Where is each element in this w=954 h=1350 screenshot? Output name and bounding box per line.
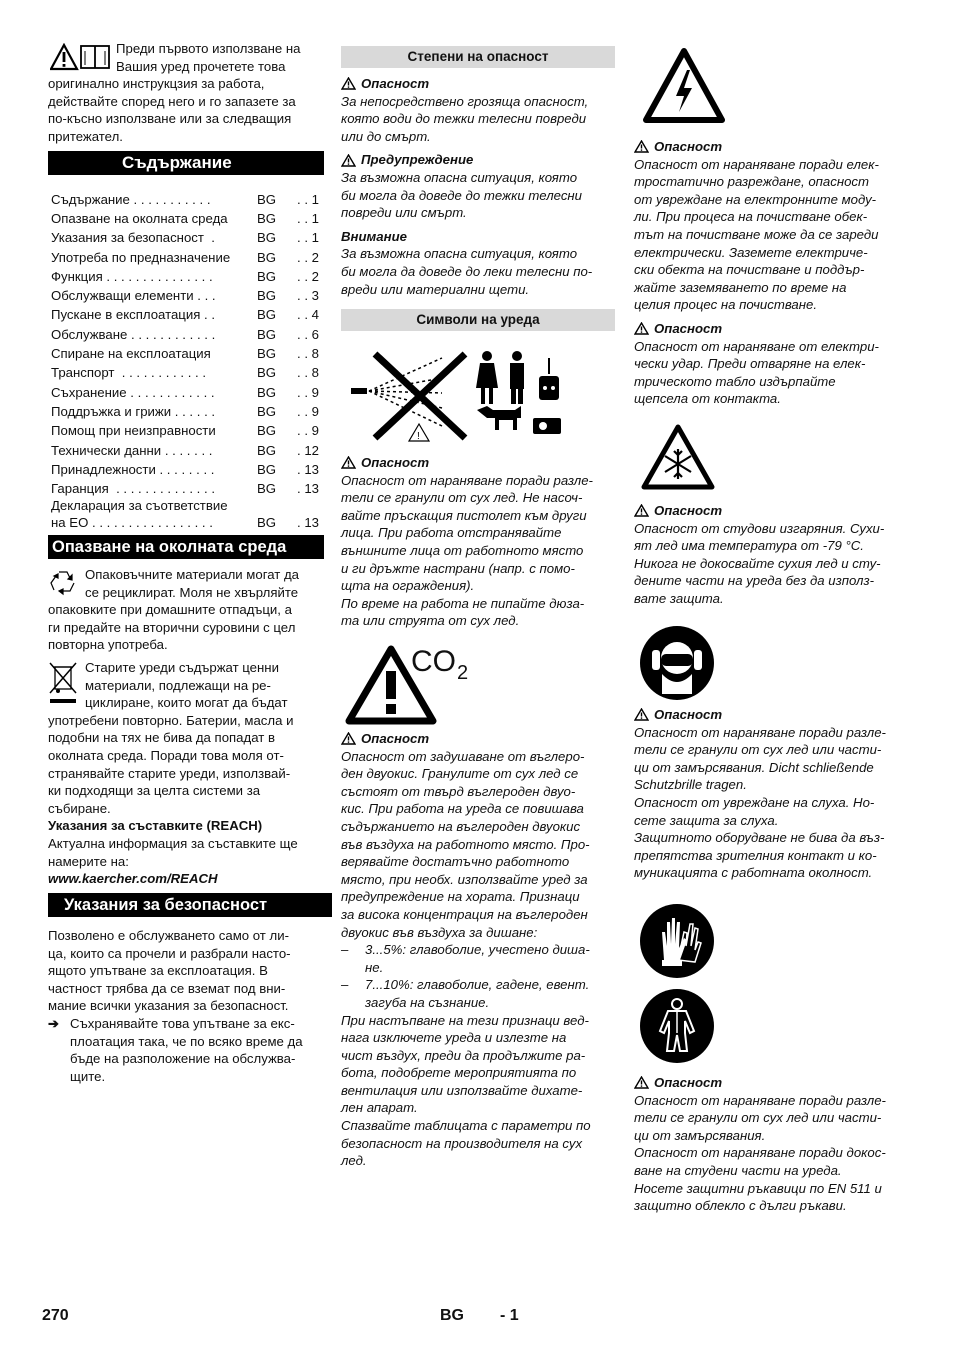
danger-text: ден двуокис. Гранулите от сух лед се (341, 766, 579, 782)
warning-triangle-icon (341, 154, 356, 167)
intro-line: Преди първото използване на (116, 41, 301, 56)
danger-label: Опасност (341, 730, 615, 748)
recycle-icon (48, 568, 78, 598)
warning-label: Предупреждение (341, 151, 615, 169)
danger-text: за висока концентрация на въглероден (341, 906, 588, 922)
after-text: лен апарат. (341, 1100, 418, 1116)
danger-text: целия процес на почистване. (634, 297, 818, 313)
goggles-ear-protection-icon (638, 624, 716, 702)
toc-row-title: Гаранция . . . . . . . . . . . . . . (51, 481, 215, 497)
toc-row-lang: BG (257, 307, 277, 323)
toc-row-lang: BG (257, 249, 277, 265)
intro-line: притежател. (48, 128, 123, 144)
toc-list[interactable] (51, 189, 319, 498)
env-line: ги предайте на вторични суровини с цел (48, 619, 296, 635)
danger-text: тът на почистване може да се зареди (634, 226, 879, 242)
toc-row-page: . . 1 (297, 230, 319, 246)
caution-text: би могла да доведе до леки телесни по- (341, 263, 593, 279)
after-text: Спазвайте таблицата с параметри по (341, 1118, 591, 1134)
danger-text: Носете защитни ръкавици по EN 511 и (634, 1180, 882, 1196)
toc-row-page: . . 1 (297, 211, 319, 226)
danger-text: муникацията с работната околност. (634, 865, 873, 881)
danger-text: жайте заземяването по време на (634, 279, 847, 295)
intro-line: действайте според него и го запазете за (48, 93, 296, 109)
toc-row-page: . . 2 (297, 268, 319, 284)
env-block (48, 566, 324, 654)
toc-row[interactable] (51, 382, 319, 401)
toc-row[interactable] (51, 285, 319, 304)
bullet-line: плоатация така, че по всяко време да (70, 1033, 303, 1049)
cold-danger-block (634, 496, 910, 608)
toc-row-page: . . 4 (297, 307, 319, 323)
weee-line: материали, подлежащи на ре- (85, 677, 271, 693)
danger-text: Опасност от студови изгаряния. Сухи- (634, 520, 885, 536)
toc-row-lang: BG (257, 326, 277, 342)
danger-text: защитно облекло с дълги ръкави. (634, 1198, 847, 1214)
weee-line: циклиране, които могат да бъдат (85, 695, 288, 711)
danger-text: Никога не докосвайте сухия лед и сту- (634, 555, 881, 571)
warning-triangle-icon (341, 77, 356, 90)
danger-text: Опасност от нараняване поради докос- (634, 1145, 886, 1161)
toc-row[interactable] (51, 363, 319, 382)
danger-label: Опасност (634, 138, 910, 156)
toc-row-page: . . 8 (297, 346, 319, 362)
warning-triangle-icon (341, 456, 356, 469)
danger-label: Опасност (634, 502, 910, 520)
toc-row-page: . . 9 (297, 423, 319, 439)
danger-text: За непосредствено грозяща опасност, (341, 93, 589, 109)
page-number: 270 (42, 1307, 69, 1324)
after-text: нага изключете уреда и излезте на (341, 1030, 567, 1046)
danger-label: Опасност (634, 706, 910, 724)
danger-text: ци от замърсявания. Dicht schließende (634, 759, 874, 775)
toc-row-title: Спиране на експлоатация (51, 346, 211, 362)
danger-text: лица. При работа отстранявайте (341, 525, 562, 541)
toc-row[interactable] (51, 401, 319, 420)
section-number: - 1 (500, 1307, 519, 1324)
toc-row-page: . . 9 (297, 403, 319, 419)
toc-row[interactable] (51, 478, 319, 497)
reach-line: Актуална информация за съставките ще (48, 835, 298, 851)
weee-block (48, 659, 324, 888)
danger-text: По време на работа не пипайте дюза- (341, 595, 585, 611)
warning-triangle-icon (634, 1076, 649, 1089)
danger-text: Опасност от увреждане на слуха. Но- (634, 794, 875, 810)
toc-row-title: Декларация за съответствие (51, 498, 228, 513)
env-line: Опаковъчните материали могат да (85, 567, 299, 582)
reach-link[interactable]: www.kaercher.com/REACH (48, 871, 218, 887)
danger-text: във въздуха на работното място. Про- (341, 836, 590, 852)
toc-row-lang: BG (257, 481, 277, 497)
toc-row-page: . 13 (297, 481, 319, 497)
warning-triangle-icon (634, 140, 649, 153)
toc-row-lang: BG (257, 288, 277, 304)
safety-line: ца, които са прочели и разбрали насто- (48, 945, 291, 961)
toc-row[interactable] (51, 440, 319, 459)
toc-row[interactable] (51, 228, 319, 247)
toc-row-title: Технически данни . . . . . . . (51, 442, 213, 458)
bullet-line: бъде на разположение на обслужва- (70, 1051, 296, 1067)
toc-row-lang: BG (257, 211, 277, 226)
danger-text: която води до тежки телесни повреди (341, 111, 587, 127)
toc-row-title: Функция . . . . . . . . . . . . . . . (51, 268, 213, 284)
toc-row-title: на ЕО . . . . . . . . . . . . . . . . . (51, 515, 213, 530)
danger-text: Опасност от нараняване поради разле- (634, 724, 886, 740)
danger-text: вайте пръскащия пистолет към други (341, 507, 587, 523)
after-text: лед. (341, 1153, 367, 1169)
intro-block (48, 40, 324, 146)
toc-row[interactable] (51, 266, 319, 285)
danger-text: Защитното оборудване не бива да въз- (634, 830, 885, 846)
danger-text: та или струята от сух лед. (341, 613, 520, 629)
cold-hazard-icon (640, 423, 716, 493)
danger-label: Опасност (341, 75, 615, 93)
toc-row-page: . . 2 (297, 249, 319, 265)
weee-line: подобни на тях не бива да попадат в (48, 730, 275, 746)
toc-row-title: Транспорт . . . . . . . . . . . . (51, 365, 207, 381)
symbols-heading: Символи на уреда (341, 309, 615, 331)
danger-text: щепсела от контакта. (634, 391, 781, 407)
danger-text: от увреждане на електронните моду- (634, 191, 877, 207)
co2-subscript: 2 (457, 662, 469, 684)
toc-row-page: . . 1 (297, 191, 319, 207)
reach-heading: Указания за съставките (REACH) (48, 818, 263, 834)
toc-row[interactable] (51, 208, 319, 227)
page-footer (0, 1305, 954, 1329)
dash-item: – 3...5%: главоболие, учестено диша- не. (341, 942, 590, 975)
danger-text: сете защита за слуха. (634, 812, 779, 828)
toc-row-title: Съдържание . . . . . . . . . . . (51, 191, 211, 207)
danger-text: щта на ограждения). (341, 578, 475, 594)
danger-text: препятства зрителния контакт и ко- (634, 847, 877, 863)
toc-row-lang: BG (257, 461, 277, 477)
toc-row-lang: BG (257, 230, 277, 246)
toc-row[interactable] (51, 421, 319, 440)
after-text: безопасност на производителя на сух (341, 1135, 583, 1151)
danger-text: Опасност от нараняване поради разле- (341, 472, 593, 488)
warning-text: За възможна опасна ситуация, която (341, 169, 578, 185)
warning-triangle-icon (634, 504, 649, 517)
spray-danger-block (341, 448, 615, 630)
toc-row-title: Опазване на околната среда (51, 211, 228, 226)
safety-line: частност трябва да се вземат под вни- (48, 980, 286, 996)
warning-triangle-icon (634, 322, 649, 335)
danger-text: трическото табло издърпайте (634, 373, 836, 389)
danger-text: състоят от твърд въглероден двуо- (341, 783, 576, 799)
toc-row-title: Принадлежности . . . . . . . . (51, 461, 215, 477)
protective-suit-icon (638, 987, 716, 1065)
electric-hazard-icon (642, 46, 726, 126)
toc-row-lang: BG (257, 365, 277, 381)
env-line: се рециклират. Моля не хвърляйте (85, 584, 299, 600)
toc-row-title: Употреба по предназначение (51, 249, 231, 265)
danger-text: Опасност от нараняване поради разле- (634, 1092, 886, 1108)
env-heading: Опазване на околната среда (48, 535, 324, 559)
co2-danger-block (341, 724, 615, 1170)
danger-text: чески удар. Преди отваряне на елек- (634, 356, 866, 372)
danger-text: верявайте достатъчно работното (341, 854, 570, 870)
arrow-right-icon: ➔ (48, 1015, 60, 1031)
dash-item: – 7...10%: главоболие, гадене, евент. загуба на съзнание. (341, 977, 590, 1010)
gloves-danger-block (634, 1068, 910, 1215)
danger-text: и ги дръжте настрани (напр. с помо- (341, 560, 575, 576)
toc-row[interactable] (51, 324, 319, 343)
toc-row-title: Помощ при неизправности (51, 423, 216, 439)
danger-text: или до смърт. (341, 128, 431, 144)
toc-row[interactable] (51, 305, 319, 324)
levels-block (341, 69, 615, 298)
danger-text: тели се гранули от сух лед или части- (634, 742, 882, 758)
toc-row-lang: BG (257, 423, 277, 439)
no-spray-persons-icon (347, 348, 563, 444)
safety-heading: Указания за безопасност (48, 893, 332, 917)
toc-heading: Съдържание (48, 151, 324, 175)
danger-text: предупреждение на хората. Признаци (341, 889, 580, 905)
toc-row-lang: BG (257, 403, 277, 419)
toc-row-title: Обслужване . . . . . . . . . . . . (51, 326, 216, 342)
toc-row-page: . 13 (297, 461, 319, 477)
warning-text: би могла да доведе до тежки телесни (341, 187, 583, 203)
weee-line: събиране. (48, 800, 111, 816)
weee-line: околната среда. Поради това моля от- (48, 747, 284, 763)
safety-line: ящото упътване за експлоатация. В (48, 963, 268, 979)
intro-line: оригинално инструкцзия за работа, (48, 76, 265, 92)
reach-line: намерите на: (48, 853, 129, 869)
safety-line: Позволено е обслужването само от ли- (48, 928, 289, 943)
toc-row-page: . 13 (297, 515, 319, 530)
warning-triangle-icon (341, 732, 356, 745)
danger-text: Schutzbrille tragen. (634, 777, 747, 793)
svg-text:!: ! (417, 431, 420, 442)
toc-row-title: Пускане в експлоатация . . (51, 307, 216, 323)
danger-text: ци от замърсявания. (634, 1127, 766, 1143)
danger-text: Опасност от задушаване от въглеро- (341, 748, 585, 764)
safety-bullet (48, 1015, 324, 1085)
env-line: опаковките при домашните отпадъци, а (48, 602, 292, 618)
safety-block (48, 927, 324, 1085)
toc-row-title: Обслужващи елементи . . . (51, 288, 216, 304)
env-line: повторна употреба. (48, 637, 168, 653)
danger-text: тели се гранули от сух лед или части- (634, 1110, 882, 1126)
after-text: При настъпване на тези признаци вед- (341, 1012, 589, 1028)
warning-book-icon (50, 43, 112, 71)
toc-row-page: . . 9 (297, 384, 319, 400)
danger-label: Опасност (341, 454, 615, 472)
co2-label: CO (411, 645, 456, 678)
toc-row-lang: BG (257, 191, 277, 207)
toc-row-title: Съхранение . . . . . . . . . . . . (51, 384, 215, 400)
danger-text: Опасност от нараняване от електри- (634, 338, 879, 354)
weee-line: Старите уреди съдържат ценни (85, 660, 279, 675)
danger-text: тели се гранули от сух лед. Не насоч- (341, 490, 583, 506)
danger-text: ли. При процеса на почистване обек- (634, 209, 868, 225)
danger-text: електрически. Заземете електриче- (634, 244, 868, 260)
weee-line: ки подходящи за целта системи за (48, 783, 261, 799)
danger-text: външните лица от работното място (341, 542, 584, 558)
intro-line: Вашия уред прочетете това (116, 58, 286, 74)
danger-text: кис. При работа на уреда се повишава (341, 801, 584, 817)
crossed-bin-icon (48, 661, 78, 705)
danger-label: Опасност (634, 320, 910, 338)
toc-row[interactable] (51, 189, 319, 208)
after-text: чист въздух, преди да продължите ра- (341, 1047, 586, 1063)
toc-row-page: . . 8 (297, 365, 319, 381)
toc-row-lang: BG (257, 515, 277, 530)
weee-line: употребени повторно. Батерии, масла и (48, 712, 294, 728)
after-text: вентилация или използвайте дихате- (341, 1082, 583, 1098)
intro-line: по-късно използване или за следващия (48, 111, 292, 127)
toc-row[interactable] (51, 459, 319, 478)
warning-triangle-icon (634, 708, 649, 721)
toc-row[interactable] (51, 247, 319, 266)
danger-text: двуокис във въздуха за дишане: (341, 924, 538, 940)
language-code: BG (440, 1307, 464, 1324)
bullet-line: Съхранявайте това упътване за екс- (70, 1015, 295, 1031)
danger-text: ване на студени части на уреда. (634, 1162, 842, 1178)
toc-row-title: Указания за безопасност . (51, 230, 215, 246)
danger-text: тростатично разреждане, опасност (634, 174, 870, 190)
caution-text: вреди или материални щети. (341, 281, 530, 297)
toc-row-page: . 12 (297, 442, 319, 458)
danger-text: ски обекта на почистване и поддър- (634, 262, 865, 278)
electrostatic-block (634, 132, 910, 408)
danger-text: дените части на уреда без да използ- (634, 573, 875, 589)
toc-row-title: Поддръжка и грижи . . . . . . (51, 403, 216, 419)
caution-text: За възможна опасна ситуация, която (341, 246, 578, 262)
safety-line: мание всички указания за безопасност. (48, 998, 289, 1014)
danger-text: ят лед има температура от -79 °C. (634, 538, 864, 554)
gloves-icon (638, 902, 716, 980)
bullet-line: щите. (70, 1068, 106, 1084)
danger-text: съдържанието на въглероден двуокис (341, 818, 581, 834)
levels-heading: Степени на опасност (341, 46, 615, 68)
danger-text: вате защита. (634, 590, 724, 606)
warning-text: повреди или смърт. (341, 205, 467, 221)
toc-row[interactable] (51, 343, 319, 362)
toc-row-page: . . 3 (297, 288, 319, 304)
toc-row-lang: BG (257, 346, 277, 362)
danger-label: Опасност (634, 1074, 910, 1092)
eye-ear-danger-block (634, 700, 910, 882)
danger-text: Опасност от нараняване поради елек- (634, 156, 879, 172)
weee-line: странявайте старите уреди, използвай- (48, 765, 291, 781)
toc-row-declaration[interactable] (51, 497, 319, 532)
toc-row-lang: BG (257, 384, 277, 400)
toc-row-lang: BG (257, 268, 277, 284)
toc-row-lang: BG (257, 442, 277, 458)
after-text: бота, подобрете мероприятията по (341, 1065, 577, 1081)
danger-text: място, при необх. използвайте уред за (341, 871, 588, 887)
caution-label: Внимание (341, 228, 407, 244)
toc-row-page: . . 6 (297, 326, 319, 342)
co2-warning-icon (345, 643, 485, 727)
